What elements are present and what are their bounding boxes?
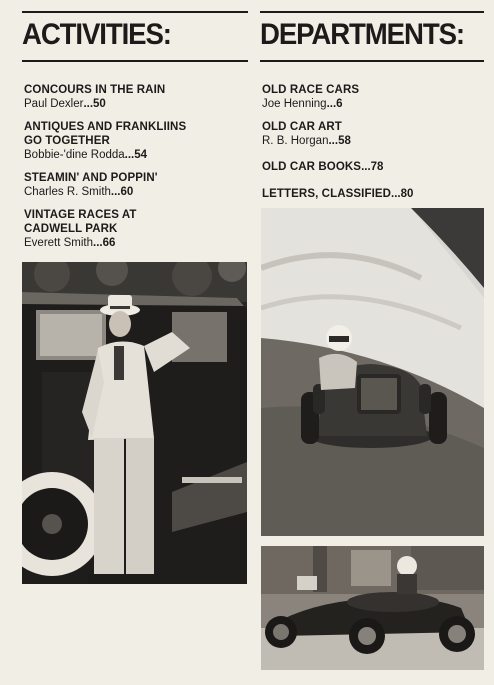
department-byline <box>262 97 484 111</box>
department-title: OLD CAR BOOKS <box>262 161 362 173</box>
vintage-racer-photo <box>261 546 484 670</box>
article-title: ANTIQUES AND FRANKLIINS <box>24 121 187 133</box>
article-title-cont: GO TOGETHER <box>24 135 110 147</box>
page-number: ...54 <box>124 149 148 161</box>
activity-entry[interactable] <box>24 208 248 250</box>
article-title: CONCOURS IN THE RAIN <box>24 84 166 96</box>
heading-rule <box>22 60 248 62</box>
department-entry[interactable] <box>262 120 484 148</box>
page-number: ...50 <box>83 98 106 110</box>
page-number: ...78 <box>361 161 384 173</box>
department-author: Joe Henning <box>262 98 327 110</box>
article-author: Paul Dexler <box>24 98 84 110</box>
page-number: ...80 <box>391 188 414 200</box>
department-author: R. B. Horgan <box>262 135 329 147</box>
article-byline <box>24 185 248 199</box>
page-number: ...58 <box>328 135 351 147</box>
department-title: OLD RACE CARS <box>262 84 360 96</box>
article-author: Charles R. Smith <box>24 186 111 198</box>
top-rule <box>22 11 248 13</box>
article-title: VINTAGE RACES AT <box>24 209 137 221</box>
department-entry[interactable] <box>262 83 484 111</box>
race-car-photo <box>261 208 484 536</box>
article-byline <box>24 97 248 111</box>
page-number: ...6 <box>326 98 343 110</box>
page-number: ...60 <box>110 186 134 198</box>
activity-entry[interactable] <box>24 83 248 111</box>
article-byline <box>24 236 248 250</box>
heading-rule <box>260 60 484 62</box>
article-title-cont: CADWELL PARK <box>24 223 118 235</box>
department-entry[interactable] <box>262 157 484 175</box>
departments-heading: DEPARTMENTS: <box>260 18 464 51</box>
department-byline <box>262 134 484 148</box>
department-title: OLD CAR ART <box>262 121 342 133</box>
activity-entry[interactable] <box>24 171 248 199</box>
activity-entry[interactable] <box>24 120 248 162</box>
top-rule <box>260 11 484 13</box>
concours-photo <box>22 262 247 584</box>
activities-list <box>24 83 248 259</box>
article-byline <box>24 148 248 162</box>
department-entry[interactable] <box>262 184 484 202</box>
article-author: Bobbie-'dine Rodda <box>24 149 125 161</box>
page-number: ...66 <box>93 237 116 249</box>
article-title: STEAMIN' AND POPPIN' <box>24 172 158 184</box>
article-author: Everett Smith <box>24 237 94 249</box>
activities-heading: ACTIVITIES: <box>22 18 171 51</box>
departments-list <box>262 83 484 211</box>
department-title: LETTERS, CLASSIFIED <box>262 188 392 200</box>
